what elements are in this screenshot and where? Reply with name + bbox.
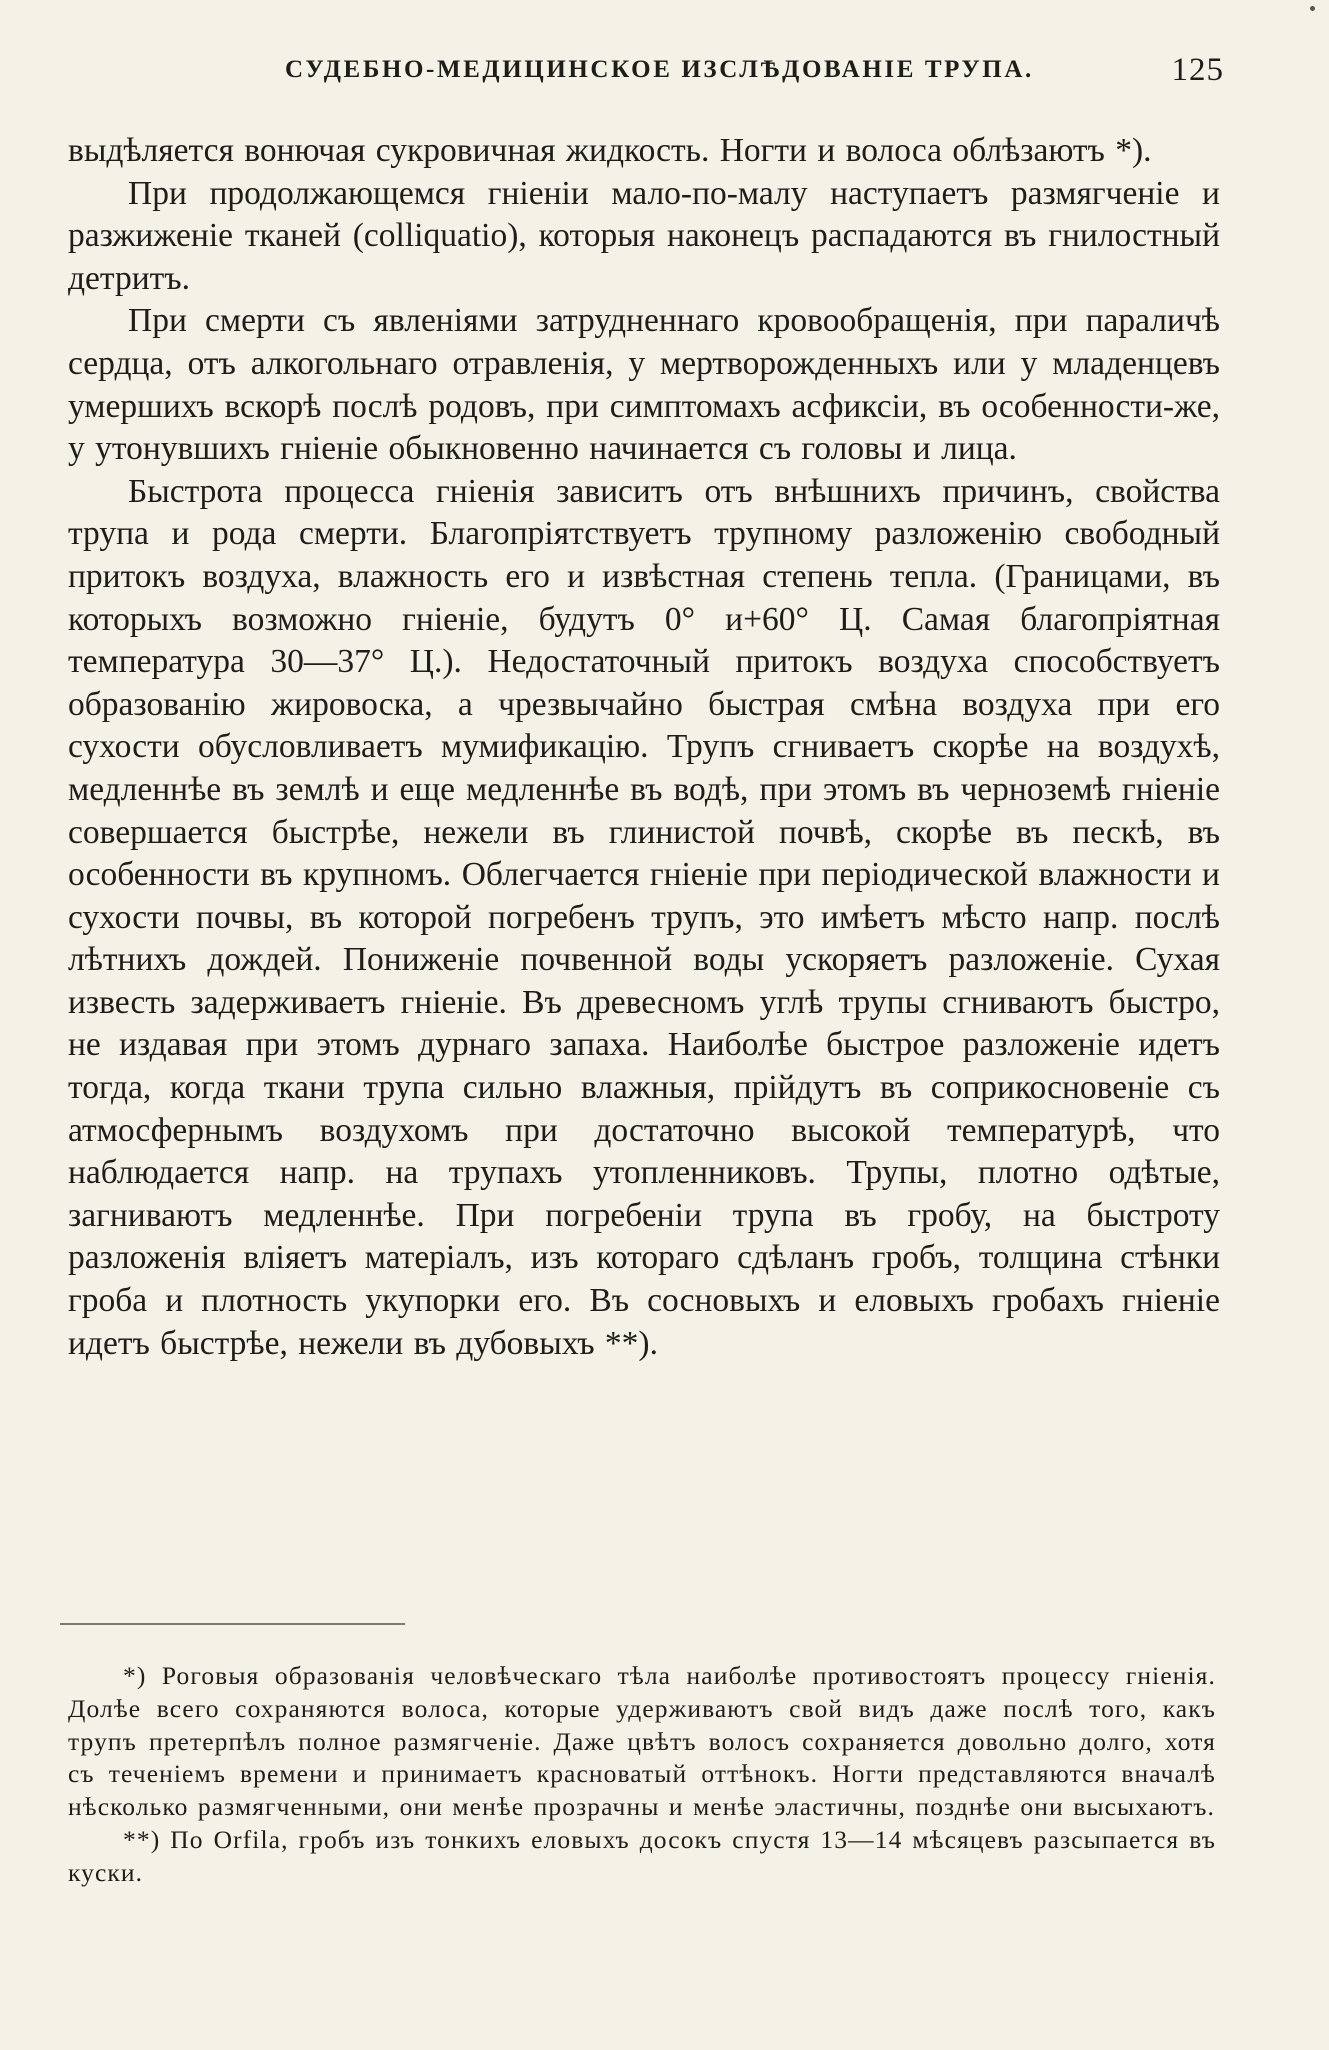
paragraph: Быстрота процесса гніенія зависитъ отъ внѣшнихъ причинъ, свойства трупа и рода смерти. Благопріятствуетъ трупному разложенію свободный притокъ воздуха, влажность его и извѣстная степень тепла. (Границами, въ которыхъ возможно гніеніе, будутъ 0° и+60° Ц. Самая благопріятная температура 30—37° Ц.). Недостаточный притокъ воздуха способствуетъ образованію жировоска, а чрезвычайно быстрая смѣна воздуха при его сухости обусловливаетъ мумификацію. Трупъ сгниваетъ скорѣе на воздухѣ, медленнѣе въ землѣ и еще медленнѣе въ водѣ, при этомъ въ черноземѣ гніеніе совершается быстрѣе, нежели въ глинистой почвѣ, скорѣе въ пескѣ, въ особенности въ крупномъ. Облегчается гніеніе при періодической влажности и сухости почвы, въ которой погребенъ трупъ, это имѣетъ мѣсто напр. послѣ лѣтнихъ дождей. Пониженіе почвенной воды ускоряетъ разложеніе. Сухая известь задерживаетъ гніеніе. Въ древесномъ углѣ трупы сгниваютъ быстро, не издавая при этомъ дурнаго запаха. Наиболѣе быстрое разложеніе идетъ тогда, когда ткани трупа сильно влажныя, прійдутъ въ соприкосновеніе съ атмосфернымъ воздухомъ при достаточно высокой температурѣ, что наблюдается напр. на трупахъ утопленниковъ. Трупы, плотно одѣтые, загниваютъ медленнѣе. При погребеніи трупа въ гробу, на быстроту разложенія вліяетъ матеріалъ, изъ котораго сдѣланъ гробъ, толщина стѣнки гроба и плотность укупорки его. Въ сосновыхъ и еловыхъ гробахъ гніеніе идетъ быстрѣе, нежели въ дубовыхъ **). [68, 472, 1220, 1362]
main-text [68, 130, 1220, 1365]
page-speck [1310, 6, 1315, 11]
footnote: **) По Orfila, гробъ изъ тонкихъ еловыхъ досокъ спустя 13—14 мѣсяцевъ разсыпается въ куски. [68, 1824, 1216, 1887]
page-header [70, 52, 1224, 92]
paragraph: При смерти съ явленіями затрудненнаго кровообращенія, при параличѣ сердца, отъ алкогольнаго отравленія, у мертворожденныхъ или у младенцевъ умершихъ вскорѣ послѣ родовъ, при симптомахъ асфиксіи, въ особенности-же, у утонувшихъ гніеніе обыкновенно начинается съ головы и лица. [68, 302, 1220, 468]
paragraph: выдѣляется вонючая сукровичная жидкость. Ногти и волоса облѣзаютъ *). [68, 132, 1152, 169]
footnote: *) Роговыя образованія человѣческаго тѣла наиболѣе противостоятъ процессу гніенія. Долѣе всего сохраняются волоса, которые удерживаютъ свой видъ даже послѣ того, какъ трупъ претерпѣлъ полное размягченіе. Даже цвѣтъ волосъ сохраняется довольно долго, хотя съ теченіемъ времени и принимаетъ красноватый оттѣнокъ. Ногти представляются вначалѣ нѣсколько размягченными, они менѣе прозрачны и менѣе эластичны, позднѣе они высыхаютъ. [68, 1661, 1216, 1822]
footnote-divider [60, 1623, 405, 1625]
footnotes [68, 1660, 1216, 1890]
paragraph: При продолжающемся гніеніи мало-по-малу наступаетъ размягченіе и разжиженіе тканей (colliquatio), которыя наконецъ распадаются въ гнилостный детритъ. [68, 174, 1220, 297]
running-head: СУДЕБНО-МЕДИЦИНСКОЕ ИЗСЛѢДОВАНІЕ ТРУПА. [285, 56, 1034, 83]
page-number: 125 [1171, 52, 1224, 88]
